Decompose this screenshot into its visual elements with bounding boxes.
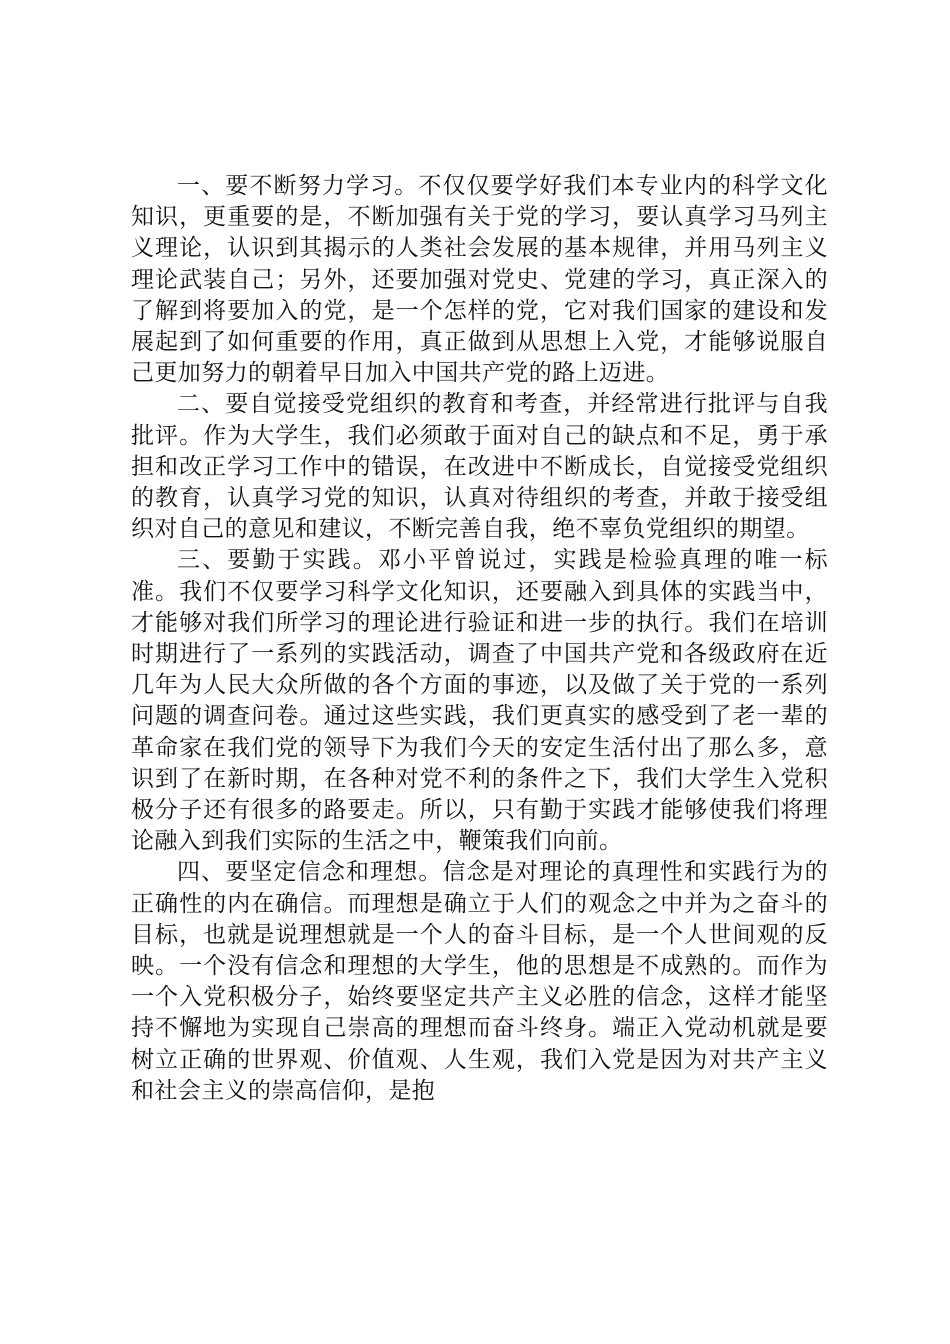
document-body [131, 171, 828, 1107]
paragraph-3-practice: 三、要勤于实践。邓小平曾说过，实践是检验真理的唯一标准。我们不仅要学习科学文化知识，还要融入到具体的实践当中，才能够对我们所学习的理论进行验证和进一步的执行。我们在培训时期进行了一系列的实践活动，调查了中国共产党和各级政府在近几年为人民大众所做的各个方面的事迹，以及做了关于党的一系列问题的调查问卷。通过这些实践，我们更真实的感受到了老一辈的革命家在我们党的领导下为我们今天的安定生活付出了那么多，意识到了在新时期，在各种对党不利的条件之下，我们大学生入党积极分子还有很多的路要走。所以，只有勤于实践才能够使我们将理论融入到我们实际的生活之中，鞭策我们向前。 [131, 547, 828, 855]
paragraph-1-study: 一、要不断努力学习。不仅仅要学好我们本专业内的科学文化知识，更重要的是，不断加强有关于党的学习，要认真学习马列主义理论，认识到其揭示的人类社会发展的基本规律，并用马列主义理论武装自己；另外，还要加强对党史、党建的学习，真正深入的了解到将要加入的党，是一个怎样的党，它对我们国家的建设和发展起到了如何重要的作用，真正做到从思想上入党，才能够说服自己更加努力的朝着早日加入中国共产党的路上迈进。 [131, 173, 828, 387]
paragraph-2-party-education: 二、要自觉接受党组织的教育和考查，并经常进行批评与自我批评。作为大学生，我们必须敢于面对自己的缺点和不足，勇于承担和改正学习工作中的错误，在改进中不断成长，自觉接受党组织的教育，认真学习党的知识，认真对待组织的考查，并敢于接受组织对自己的意见和建议，不断完善自我，绝不辜负党组织的期望。 [131, 391, 828, 543]
paragraph-4-belief-ideals: 四、要坚定信念和理想。信念是对理论的真理性和实践行为的正确性的内在确信。而理想是确立于人们的观念之中并为之奋斗的目标，也就是说理想就是一个人的奋斗目标，是一个人世间观的反映。一个没有信念和理想的大学生，他的思想是不成熟的。而作为一个入党积极分子，始终要坚定共产主义必胜的信念，这样才能坚持不懈地为实现自己崇高的理想而奋斗终身。端正入党动机就是要树立正确的世界观、价值观、人生观，我们入党是因为对共产主义和社会主义的崇高信仰，是抱 [131, 859, 828, 1104]
